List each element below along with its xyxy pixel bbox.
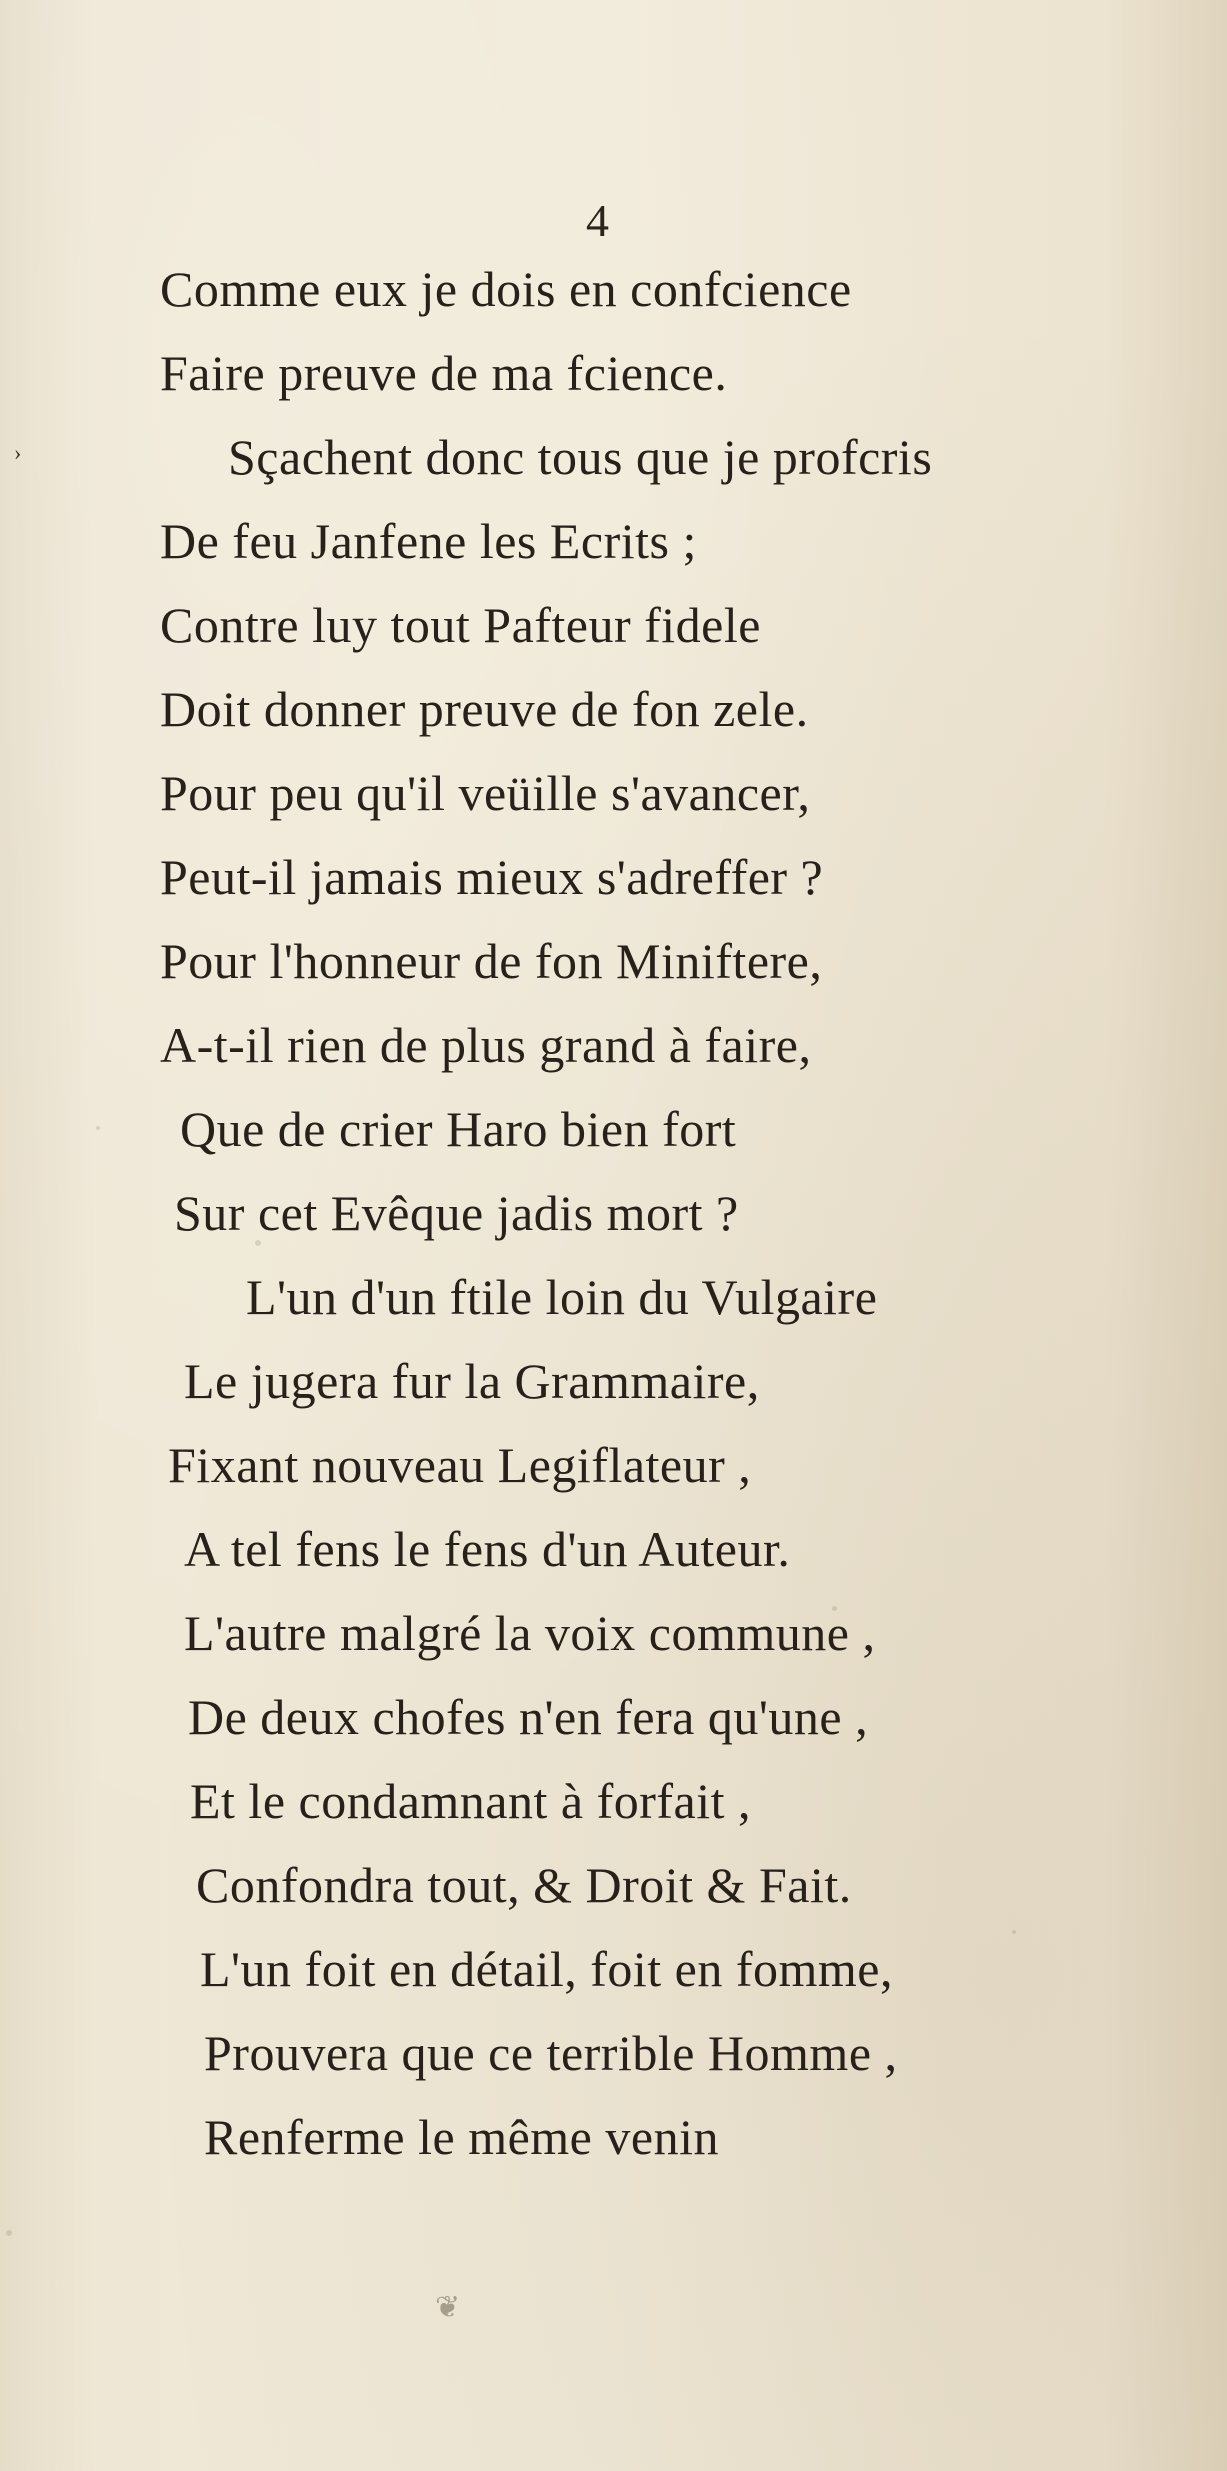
page-number: 4	[586, 195, 609, 246]
margin-mark: ›	[14, 440, 22, 465]
poem-line: L'autre malgré la voix commune ,	[184, 1605, 876, 1661]
poem-line: Que de crier Haro bien fort	[180, 1101, 737, 1157]
poem-line: A tel fens le fens d'un Auteur.	[184, 1521, 791, 1577]
paper-spot	[832, 1606, 837, 1611]
poem-line: Comme eux je dois en confcience	[160, 261, 852, 317]
poem-line: Doit donner preuve de fon zele.	[160, 681, 809, 737]
ornament-icon: ❦	[435, 2290, 461, 2325]
poem-line: De deux chofes n'en fera qu'une ,	[188, 1689, 869, 1745]
poem-line: Pour peu qu'il veüille s'avancer,	[160, 765, 811, 821]
poem-line: Contre luy tout Pafteur fidele	[160, 597, 761, 653]
poem-line: Peut-il jamais mieux s'adreffer ?	[160, 849, 824, 905]
poem-line: Et le condamnant à forfait ,	[190, 1773, 751, 1829]
paper-spot	[96, 1126, 100, 1130]
poem-line: Prouvera que ce terrible Homme ,	[204, 2025, 898, 2081]
paper-spot	[255, 1240, 261, 1246]
poem-line: L'un foit en détail, foit en fomme,	[200, 1941, 893, 1997]
poem-line: L'un d'un ftile loin du Vulgaire	[246, 1269, 878, 1325]
poem-line: Sur cet Evêque jadis mort ?	[174, 1185, 739, 1241]
poem-line: Sçachent donc tous que je profcris	[228, 429, 933, 485]
poem-line: Fixant nouveau Legiflateur ,	[168, 1437, 752, 1493]
paper-spot	[1012, 1930, 1016, 1934]
poem-line: Le jugera fur la Grammaire,	[184, 1353, 760, 1409]
poem-line: Confondra tout, & Droit & Fait.	[196, 1857, 852, 1913]
poem-line: Renferme le même venin	[204, 2109, 719, 2165]
poem-line: A-t-il rien de plus grand à faire,	[160, 1017, 812, 1073]
poem-line: Faire preuve de ma fcience.	[160, 345, 728, 401]
poem-line: De feu Janfene les Ecrits ;	[160, 513, 697, 569]
paper-spot	[6, 2230, 12, 2236]
poem-line: Pour l'honneur de fon Miniftere,	[160, 933, 823, 989]
